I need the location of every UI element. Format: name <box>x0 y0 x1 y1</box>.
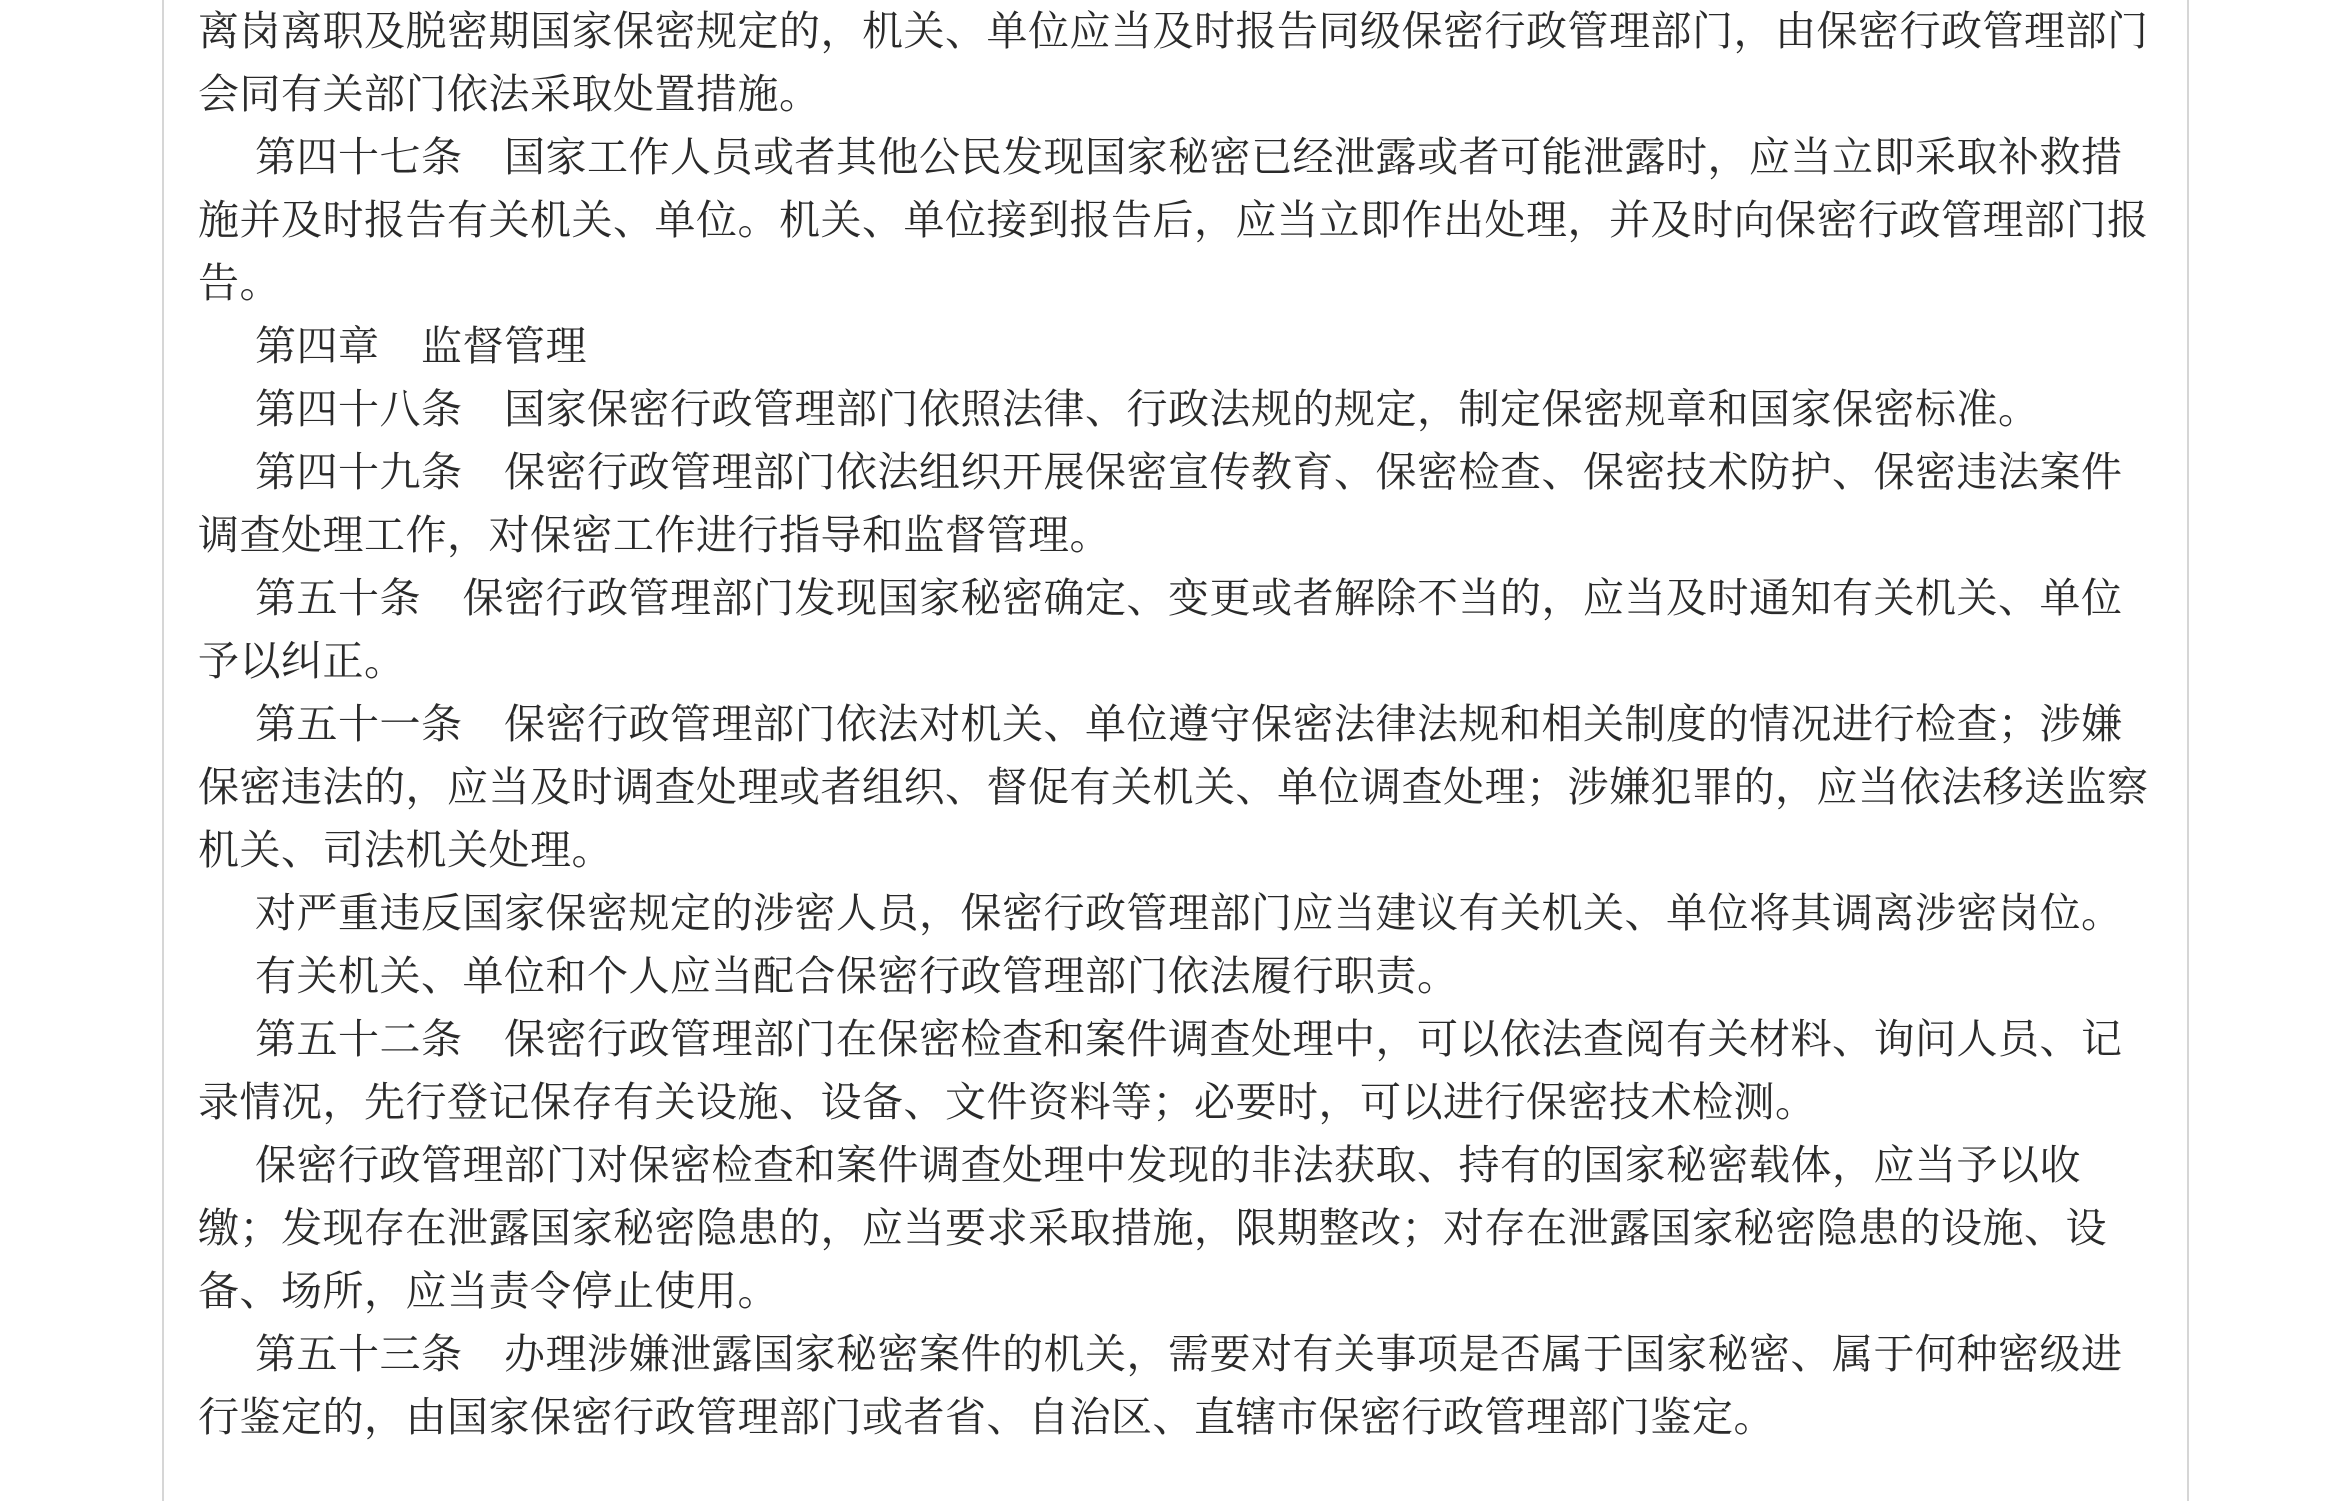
article-52-paragraph-2: 保密行政管理部门对保密检查和案件调查处理中发现的非法获取、持有的国家秘密载体，应当予以收缴；发现存在泄露国家秘密隐患的，应当要求采取措施，限期整改；对存在泄露国家秘密隐患的设施、设备、场所，应当责令停止使用。 <box>198 1141 2107 1315</box>
article-50: 第五十条 保密行政管理部门发现国家秘密确定、变更或者解除不当的，应当及时通知有关机关、单位予以纠正。 <box>198 574 2123 685</box>
article-47: 第四十七条 国家工作人员或者其他公民发现国家秘密已经泄露或者可能泄露时，应当立即采取补救措施并及时报告有关机关、单位。机关、单位接到报告后，应当立即作出处理，并及时向保密行政管理部门报告。 <box>198 133 2149 307</box>
article-51-paragraph-3: 有关机关、单位和个人应当配合保密行政管理部门依法履行职责。 <box>255 952 1459 1000</box>
paragraph-continuation: 离岗离职及脱密期国家保密规定的，机关、单位应当及时报告同级保密行政管理部门，由保密行政管理部门会同有关部门依法采取处置措施。 <box>198 7 2149 118</box>
article-52: 第五十二条 保密行政管理部门在保密检查和案件调查处理中，可以依法查阅有关材料、询问人员、记录情况，先行登记保存有关设施、设备、文件资料等；必要时，可以进行保密技术检测。 <box>198 1015 2123 1126</box>
article-48: 第四十八条 国家保密行政管理部门依照法律、行政法规的规定，制定保密规章和国家保密标准。 <box>255 385 2040 433</box>
chapter-4-heading: 第四章 监督管理 <box>255 322 587 370</box>
article-51: 第五十一条 保密行政管理部门依法对机关、单位遵守保密法律法规和相关制度的情况进行检查；涉嫌保密违法的，应当及时调查处理或者组织、督促有关机关、单位调查处理；涉嫌犯罪的，应当依法移送监察机关、司法机关处理。 <box>198 700 2149 874</box>
article-51-paragraph-2: 对严重违反国家保密规定的涉密人员，保密行政管理部门应当建议有关机关、单位将其调离涉密岗位。 <box>255 889 2123 937</box>
document-body <box>198 0 2158 1449</box>
article-49: 第四十九条 保密行政管理部门依法组织开展保密宣传教育、保密检查、保密技术防护、保密违法案件调查处理工作，对保密工作进行指导和监督管理。 <box>198 448 2123 559</box>
article-53: 第五十三条 办理涉嫌泄露国家秘密案件的机关，需要对有关事项是否属于国家秘密、属于何种密级进行鉴定的，由国家保密行政管理部门或者省、自治区、直辖市保密行政管理部门鉴定。 <box>198 1330 2123 1441</box>
document-page <box>162 0 2189 1501</box>
